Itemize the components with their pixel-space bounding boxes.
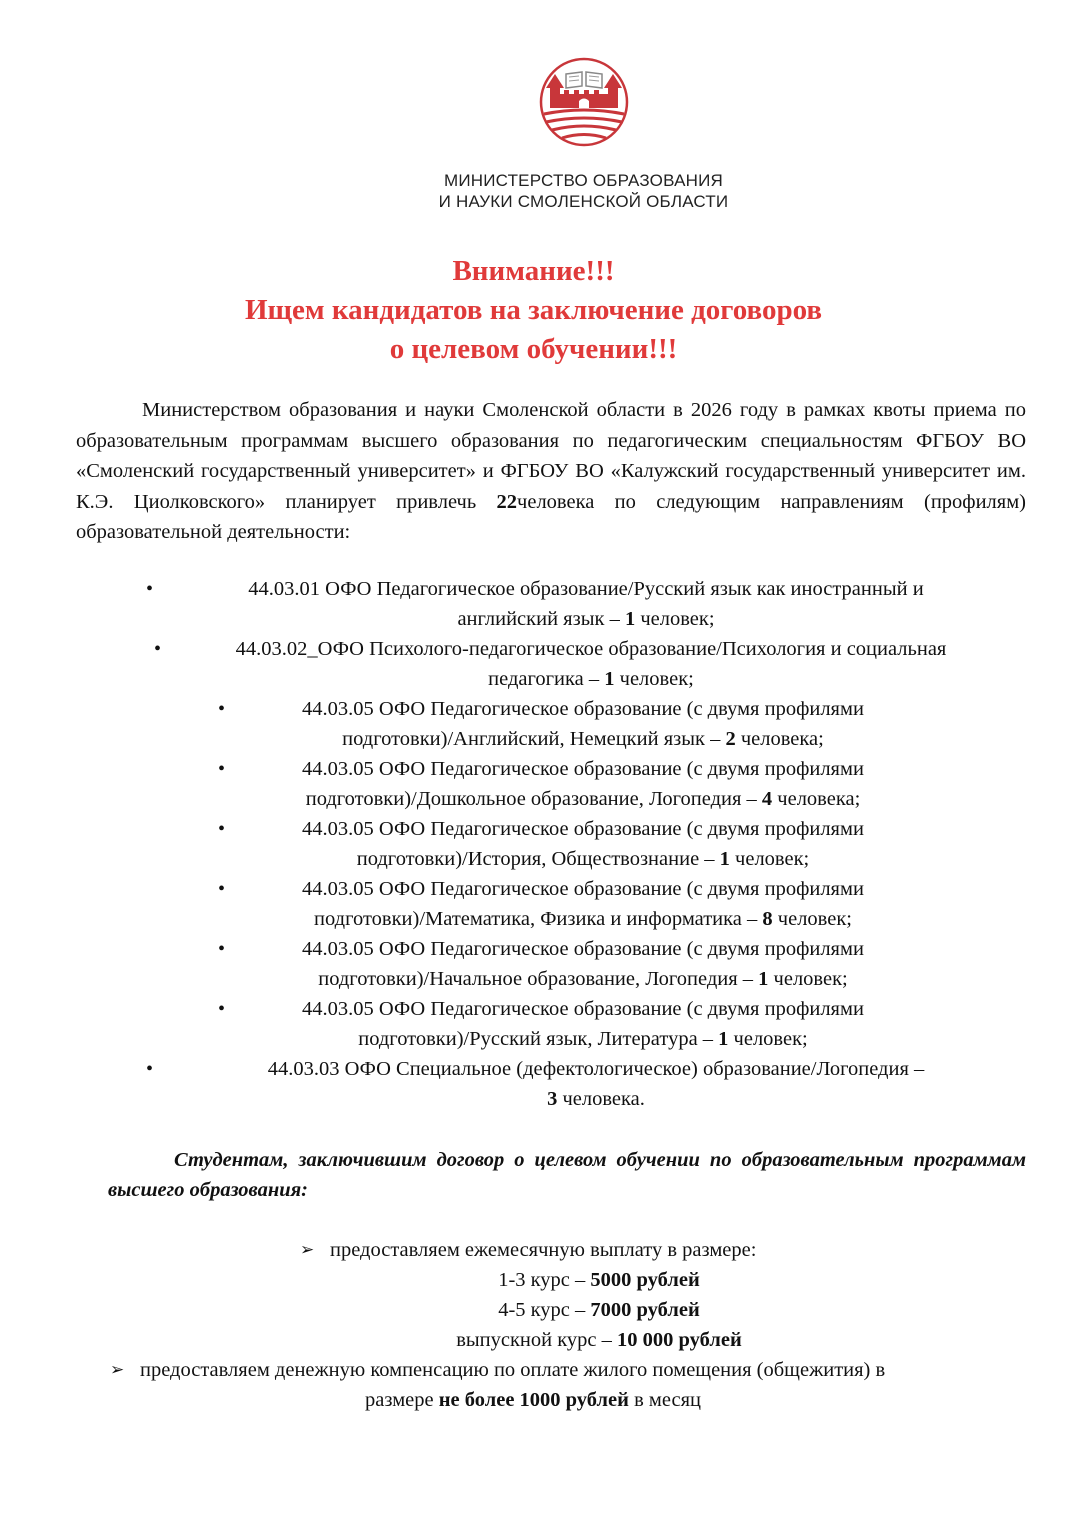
program-2-line-1: 44.03.05 ОФО Педагогическое образование (с двумя профилями — [302, 698, 864, 720]
program-1-line-2: педагогика – 1 человек; — [488, 668, 694, 690]
program-1-line-1: 44.03.02_ОФО Психолого-педагогическое образование/Психология и социальная — [235, 638, 947, 660]
course-4-5: 4-5 курс – 7000 рублей — [498, 1299, 700, 1321]
title-line-1: Внимание!!! — [452, 255, 615, 287]
housing-line-1: предоставляем денежную компенсацию по оплате жилого помещения (общежития) в — [140, 1359, 886, 1381]
bullet-icon: • — [218, 698, 226, 720]
program-0-line-1: 44.03.01 ОФО Педагогическое образование/Русский язык как иностранный и — [248, 578, 924, 600]
ministry-line-2: И НАУКИ СМОЛЕНСКОЙ ОБЛАСТИ — [438, 192, 729, 211]
program-7-line-1: 44.03.05 ОФО Педагогическое образование (с двумя профилями — [302, 998, 864, 1020]
program-8-line-2: 3 человека. — [547, 1088, 645, 1110]
intro-text-after: человека по следующим направлениям (профилям) образовательной деятельности: — [76, 490, 1026, 543]
course-graduate: выпускной курс – 10 000 рублей — [456, 1329, 742, 1351]
bullet-icon: • — [218, 938, 226, 960]
program-3-line-1: 44.03.05 ОФО Педагогическое образование (с двумя профилями — [302, 758, 864, 780]
program-4-line-2: подготовки)/История, Обществознание – 1 человек; — [356, 848, 810, 870]
benefits-lead: Студентам, заключившим договор о целевом обучении по образовательным программам высшего образования: — [108, 1149, 1026, 1201]
intro-paragraph — [76, 395, 1026, 548]
program-6-line-2: подготовки)/Начальное образование, Логопедия – 1 человек; — [318, 968, 848, 990]
program-5-line-1: 44.03.05 ОФО Педагогическое образование (с двумя профилями — [302, 878, 864, 900]
ministry-logo — [538, 56, 630, 148]
arrow-bullet-icon: ➢ — [300, 1240, 315, 1260]
course-1-3: 1-3 курс – 5000 рублей — [498, 1269, 700, 1291]
intro-count: 22 — [496, 490, 518, 513]
program-7-line-2: подготовки)/Русский язык, Литература – 1 человек; — [358, 1028, 808, 1050]
bullet-icon: • — [218, 758, 226, 780]
program-5-line-2: подготовки)/Математика, Физика и информатика – 8 человек; — [314, 908, 852, 930]
housing-line-2: размере не более 1000 рублей в месяц — [365, 1389, 701, 1411]
page-title — [0, 252, 1067, 369]
program-8-line-1: 44.03.03 ОФО Специальное (дефектологическое) образование/Логопедия – — [267, 1058, 925, 1080]
bullet-icon: • — [218, 878, 226, 900]
program-0-line-2: английский язык – 1 человек; — [457, 608, 715, 630]
bullet-icon: • — [218, 998, 226, 1020]
ministry-name — [0, 170, 1067, 212]
title-line-2: Ищем кандидатов на заключение договоров — [244, 294, 823, 326]
program-3-line-2: подготовки)/Дошкольное образование, Логопедия – 4 человека; — [305, 788, 861, 810]
program-4-line-1: 44.03.05 ОФО Педагогическое образование (с двумя профилями — [302, 818, 864, 840]
program-6-line-1: 44.03.05 ОФО Педагогическое образование (с двумя профилями — [302, 938, 864, 960]
title-line-3: о целевом обучении!!! — [389, 333, 678, 365]
intro-text-before: Министерством образования и науки Смоленской области в 2026 году в рамках квоты приема по образовательным программам высшего образования по педагогическим специальностям ФГБОУ ВО «Смоленский государственный университет» и ФГБОУ ВО «Калужский государственный университет им. К.Э. Циолковского» планирует привлечь — [76, 399, 1026, 513]
payment-intro: предоставляем ежемесячную выплату в размере: — [330, 1239, 757, 1261]
bullet-icon: • — [218, 818, 226, 840]
program-2-line-2: подготовки)/Английский, Немецкий язык – 2 человека; — [342, 728, 824, 750]
bullet-icon: • — [146, 578, 154, 600]
bullet-icon: • — [154, 638, 162, 660]
arrow-bullet-icon: ➢ — [110, 1360, 125, 1380]
ministry-line-1: МИНИСТЕРСТВО ОБРАЗОВАНИЯ — [444, 171, 723, 190]
bullet-icon: • — [146, 1058, 154, 1080]
